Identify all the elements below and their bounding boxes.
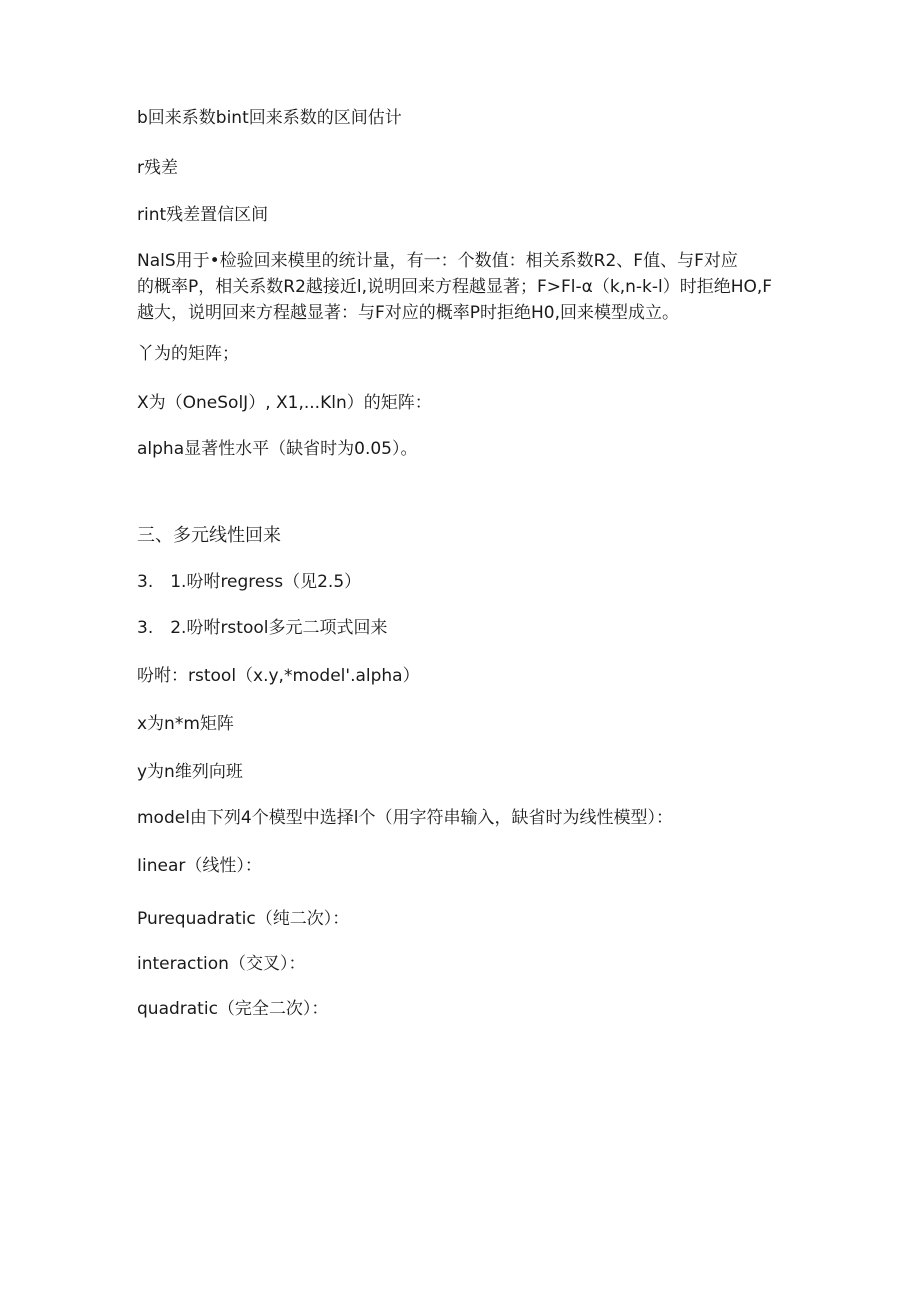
r-residual-line: r残差 bbox=[137, 158, 178, 178]
stats-paragraph bbox=[137, 248, 782, 326]
y-desc-line: y为n维列向班 bbox=[137, 762, 243, 782]
stats-line-3: 越大，说明回来方程越显著：与F对应的概率P时拒绝H0,回来模型成立。 bbox=[137, 303, 680, 323]
alpha-line: alpha显著性水平（缺省时为0.05）。 bbox=[137, 439, 418, 459]
stats-line-2: 的概率P，相关系数R2越接近l,说明回来方程越显著；F>Fl-α（k,n-k-l）时拒绝HO,F bbox=[137, 277, 773, 297]
model-desc-line: model由下列4个模型中选择l个（用字符串输入，缺省时为线性模型）： bbox=[137, 808, 673, 828]
stats-line-1: NalS用于•检验回来模里的统计量，有一：个数值：相关系数R2、F值、与F对应 bbox=[137, 251, 738, 271]
interaction-line: interaction（交叉）： bbox=[137, 954, 306, 974]
quadratic-line: quadratic（完全二次）： bbox=[137, 999, 329, 1019]
rint-line: rint残差置信区间 bbox=[137, 205, 269, 225]
x-matrix-line: X为（OneSolJ）, X1,...Kln）的矩阵： bbox=[137, 393, 432, 413]
x-desc-line: x为n*m矩阵 bbox=[137, 714, 234, 734]
regress-item: 3. 1.吩咐regress（见2.5） bbox=[137, 572, 362, 592]
section-three-heading: 三、多元线性回来 bbox=[137, 525, 281, 546]
y-matrix-line: 丫为的矩阵； bbox=[137, 344, 239, 364]
linear-line: Iinear（线性）： bbox=[137, 856, 262, 876]
purequadratic-line: Purequadratic（纯二次）： bbox=[137, 909, 350, 929]
rstool-item: 3. 2.吩咐rstool多元二项式回来 bbox=[137, 618, 388, 638]
command-line: 吩咐：rstool（x.y,*model'.alpha） bbox=[137, 666, 420, 686]
b-bint-line: b回来系数bint回来系数的区间估计 bbox=[137, 108, 402, 128]
